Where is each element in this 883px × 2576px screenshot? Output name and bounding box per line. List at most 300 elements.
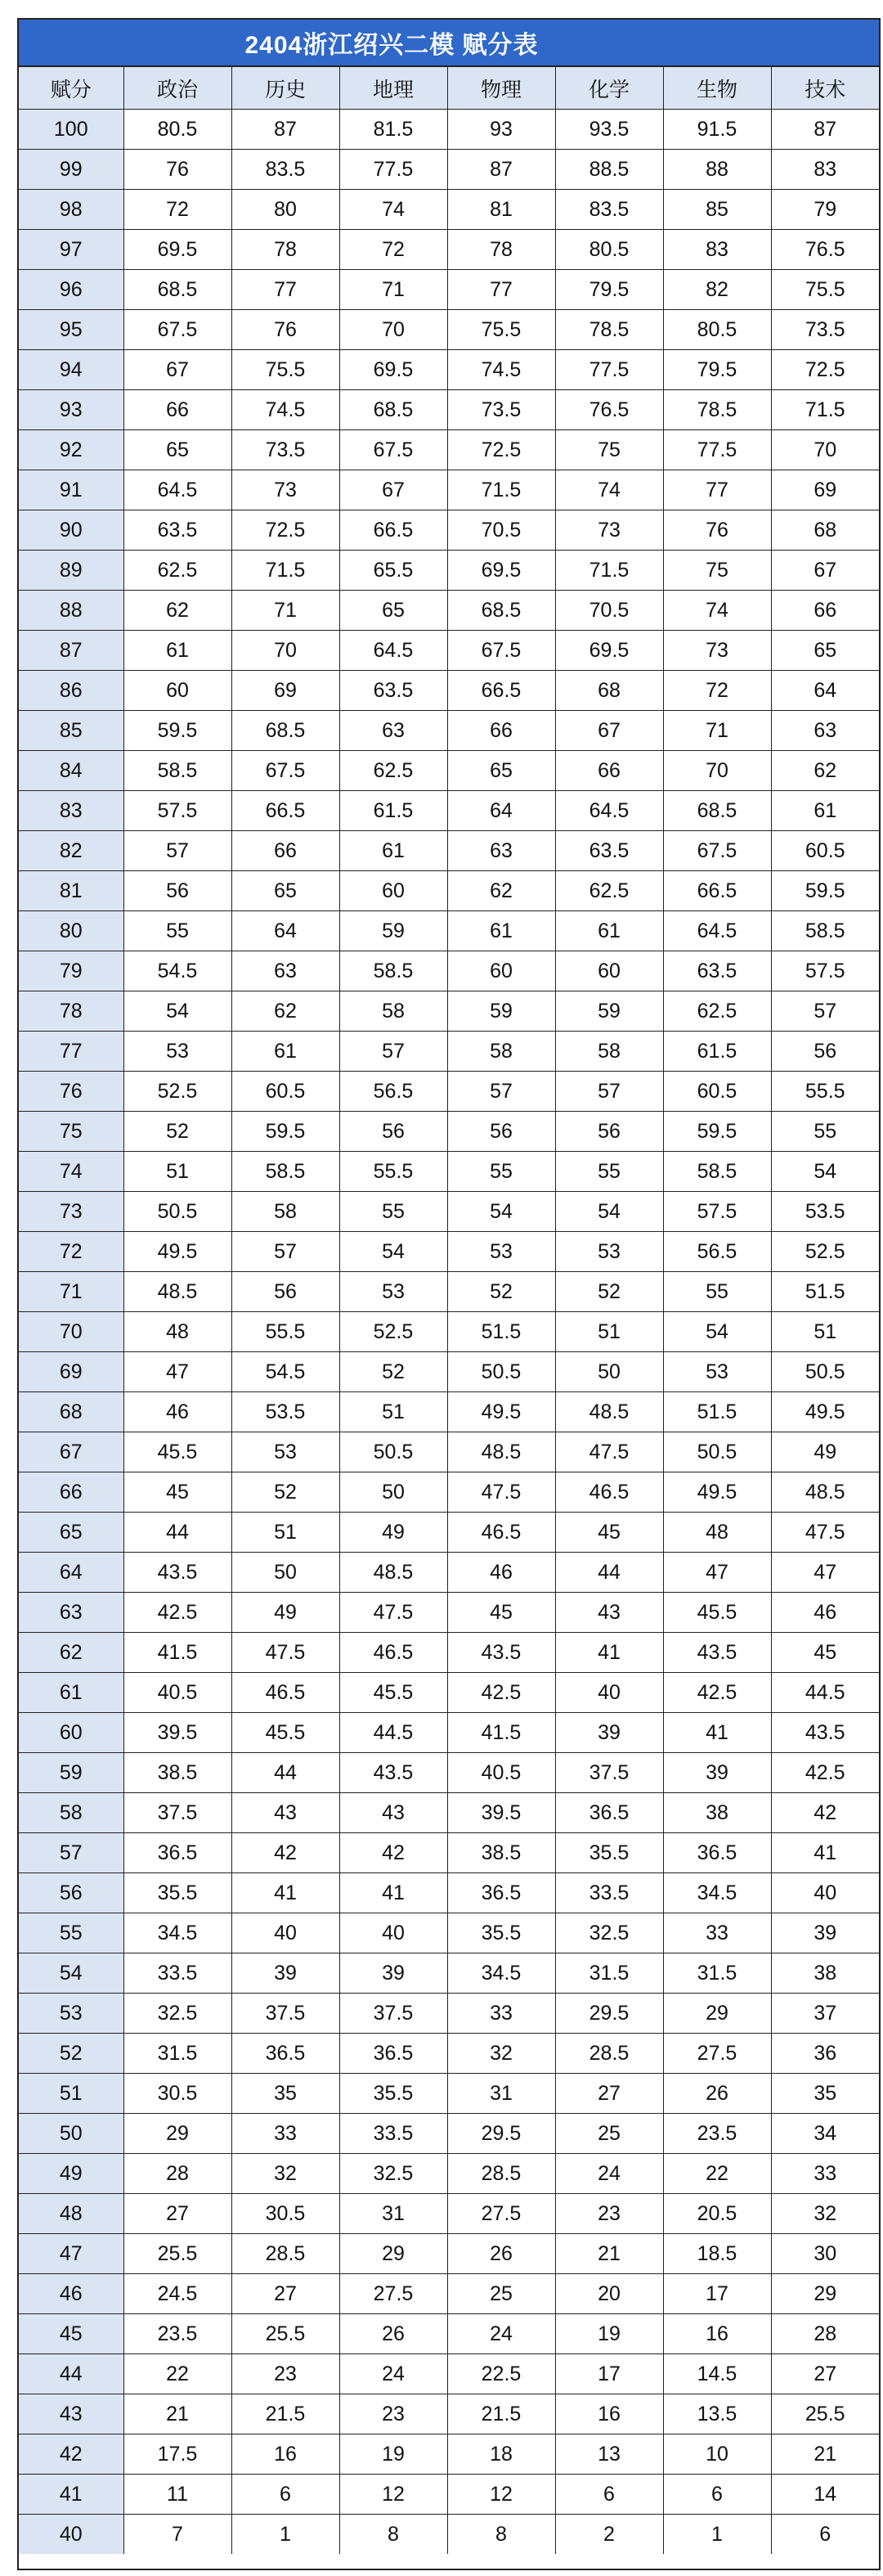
cell-geography: 65.5 [339,551,447,591]
table-row [19,2314,879,2354]
cell-politics: 24.5 [123,2274,231,2314]
cell-history: 57 [231,1232,339,1272]
table-row [19,1913,879,1953]
cell-politics: 21 [123,2394,231,2434]
cell-politics: 80.5 [123,110,231,150]
cell-history: 53.5 [231,1392,339,1432]
cell-biology: 88 [663,150,771,190]
cell-politics: 28 [123,2154,231,2194]
cell-technology: 54 [771,1152,879,1192]
cell-politics: 62 [123,591,231,631]
cell-history: 46.5 [231,1673,339,1713]
cell-chemistry: 77.5 [555,350,663,390]
cell-chemistry: 56 [555,1112,663,1152]
cell-score: 43 [19,2394,123,2434]
cell-chemistry: 24 [555,2154,663,2194]
cell-chemistry: 40 [555,1673,663,1713]
cell-score: 49 [19,2154,123,2194]
cell-physics: 73.5 [447,390,555,430]
table-row [19,631,879,671]
cell-physics: 42.5 [447,1673,555,1713]
table-row [19,1432,879,1472]
cell-politics: 55 [123,911,231,951]
cell-biology: 59.5 [663,1112,771,1152]
cell-geography: 56.5 [339,1072,447,1112]
table-row [19,2394,879,2434]
cell-politics: 50.5 [123,1192,231,1232]
cell-technology: 65 [771,631,879,671]
table-row [19,470,879,510]
cell-geography: 58 [339,991,447,1032]
cell-score: 96 [19,270,123,310]
table-row [19,150,879,190]
cell-geography: 29 [339,2234,447,2274]
cell-politics: 33.5 [123,1953,231,1994]
cell-history: 36.5 [231,2034,339,2074]
cell-history: 41 [231,1873,339,1913]
cell-chemistry: 31.5 [555,1953,663,1994]
cell-biology: 41 [663,1713,771,1753]
cell-score: 45 [19,2314,123,2354]
cell-biology: 47 [663,1553,771,1593]
cell-politics: 37.5 [123,1793,231,1833]
cell-physics: 57 [447,1072,555,1112]
cell-technology: 40 [771,1873,879,1913]
cell-technology: 30 [771,2234,879,2274]
cell-geography: 57 [339,1032,447,1072]
cell-biology: 79.5 [663,350,771,390]
cell-chemistry: 33.5 [555,1873,663,1913]
cell-biology: 77.5 [663,430,771,470]
cell-chemistry: 60 [555,951,663,991]
cell-physics: 66 [447,711,555,751]
cell-technology: 51.5 [771,1272,879,1312]
cell-score: 71 [19,1272,123,1312]
cell-politics: 72 [123,190,231,230]
cell-history: 83.5 [231,150,339,190]
cell-score: 69 [19,1352,123,1392]
cell-technology: 56 [771,1032,879,1072]
cell-politics: 46 [123,1392,231,1432]
cell-technology: 28 [771,2314,879,2354]
cell-chemistry: 79.5 [555,270,663,310]
cell-geography: 59 [339,911,447,951]
cell-score: 100 [19,110,123,150]
cell-technology: 66 [771,591,879,631]
table-row [19,2074,879,2114]
cell-physics: 26 [447,2234,555,2274]
cell-physics: 71.5 [447,470,555,510]
cell-biology: 13.5 [663,2394,771,2434]
cell-score: 75 [19,1112,123,1152]
cell-biology: 6 [663,2475,771,2515]
cell-technology: 38 [771,1953,879,1994]
cell-physics: 67.5 [447,631,555,671]
cell-score: 83 [19,791,123,831]
table-row [19,2114,879,2154]
cell-politics: 29 [123,2114,231,2154]
table-row [19,1833,879,1873]
cell-politics: 53 [123,1032,231,1072]
cell-politics: 27 [123,2194,231,2234]
cell-geography: 23 [339,2394,447,2434]
cell-physics: 59 [447,991,555,1032]
cell-geography: 61 [339,831,447,871]
cell-score: 84 [19,751,123,791]
cell-history: 33 [231,2114,339,2154]
cell-history: 50 [231,1553,339,1593]
table-row [19,1032,879,1072]
table-row [19,2475,879,2515]
cell-biology: 85 [663,190,771,230]
table-row [19,1513,879,1553]
cell-physics: 46 [447,1553,555,1593]
cell-chemistry: 17 [555,2354,663,2394]
cell-biology: 80.5 [663,310,771,350]
cell-biology: 29 [663,1994,771,2034]
cell-physics: 64 [447,791,555,831]
cell-history: 23 [231,2354,339,2394]
cell-history: 28.5 [231,2234,339,2274]
cell-geography: 12 [339,2475,447,2515]
cell-score: 58 [19,1793,123,1833]
cell-geography: 33.5 [339,2114,447,2154]
cell-history: 75.5 [231,350,339,390]
cell-history: 62 [231,991,339,1032]
cell-score: 54 [19,1953,123,1994]
cell-chemistry: 68 [555,671,663,711]
cell-chemistry: 20 [555,2274,663,2314]
cell-chemistry: 93.5 [555,110,663,150]
cell-physics: 68.5 [447,591,555,631]
cell-geography: 66.5 [339,510,447,551]
cell-biology: 68.5 [663,791,771,831]
cell-physics: 93 [447,110,555,150]
cell-history: 54.5 [231,1352,339,1392]
cell-chemistry: 83.5 [555,190,663,230]
cell-history: 58.5 [231,1152,339,1192]
cell-politics: 60 [123,671,231,711]
cell-physics: 28.5 [447,2154,555,2194]
cell-chemistry: 55 [555,1152,663,1192]
cell-chemistry: 44 [555,1553,663,1593]
cell-chemistry: 58 [555,1032,663,1072]
table-row [19,951,879,991]
cell-history: 47.5 [231,1633,339,1673]
cell-chemistry: 51 [555,1312,663,1352]
cell-biology: 74 [663,591,771,631]
cell-history: 45.5 [231,1713,339,1753]
cell-history: 66.5 [231,791,339,831]
cell-history: 64 [231,911,339,951]
cell-history: 37.5 [231,1994,339,2034]
table-row [19,591,879,631]
cell-score: 98 [19,190,123,230]
cell-geography: 44.5 [339,1713,447,1753]
cell-history: 59.5 [231,1112,339,1152]
cell-biology: 64.5 [663,911,771,951]
header-cell-chemistry: 化学 [555,67,663,110]
header-cell-technology: 技术 [771,67,879,110]
cell-chemistry: 62.5 [555,871,663,911]
cell-chemistry: 35.5 [555,1833,663,1873]
cell-physics: 69.5 [447,551,555,591]
table-row [19,310,879,350]
table-row [19,1192,879,1232]
table-row [19,1152,879,1192]
cell-politics: 30.5 [123,2074,231,2114]
cell-biology: 66.5 [663,871,771,911]
cell-politics: 66 [123,390,231,430]
cell-physics: 35.5 [447,1913,555,1953]
cell-score: 51 [19,2074,123,2114]
cell-geography: 26 [339,2314,447,2354]
cell-score: 92 [19,430,123,470]
cell-politics: 48.5 [123,1272,231,1312]
cell-biology: 17 [663,2274,771,2314]
cell-politics: 31.5 [123,2034,231,2074]
cell-history: 30.5 [231,2194,339,2234]
cell-score: 81 [19,871,123,911]
score-conversion-sheet [17,18,881,2570]
table-row [19,190,879,230]
cell-geography: 72 [339,230,447,270]
cell-physics: 47.5 [447,1472,555,1513]
cell-score: 94 [19,350,123,390]
cell-physics: 60 [447,951,555,991]
cell-score: 73 [19,1192,123,1232]
cell-politics: 64.5 [123,470,231,510]
cell-chemistry: 63.5 [555,831,663,871]
cell-politics: 54.5 [123,951,231,991]
cell-score: 68 [19,1392,123,1432]
cell-chemistry: 46.5 [555,1472,663,1513]
cell-score: 41 [19,2475,123,2515]
cell-physics: 72.5 [447,430,555,470]
cell-score: 79 [19,951,123,991]
cell-technology: 39 [771,1913,879,1953]
cell-physics: 34.5 [447,1953,555,1994]
cell-technology: 49 [771,1432,879,1472]
cell-chemistry: 16 [555,2394,663,2434]
cell-technology: 75.5 [771,270,879,310]
cell-physics: 51.5 [447,1312,555,1352]
cell-politics: 38.5 [123,1753,231,1793]
cell-technology: 83 [771,150,879,190]
cell-technology: 68 [771,510,879,551]
cell-geography: 32.5 [339,2154,447,2194]
cell-history: 1 [231,2515,339,2555]
cell-physics: 81 [447,190,555,230]
cell-history: 73 [231,470,339,510]
cell-score: 97 [19,230,123,270]
cell-chemistry: 21 [555,2234,663,2274]
cell-politics: 7 [123,2515,231,2555]
cell-chemistry: 61 [555,911,663,951]
cell-technology: 37 [771,1994,879,2034]
cell-geography: 43.5 [339,1753,447,1793]
cell-politics: 65 [123,430,231,470]
table-row [19,1593,879,1633]
cell-geography: 54 [339,1232,447,1272]
cell-biology: 33 [663,1913,771,1953]
cell-biology: 56.5 [663,1232,771,1272]
cell-geography: 81.5 [339,110,447,150]
cell-technology: 53.5 [771,1192,879,1232]
cell-geography: 35.5 [339,2074,447,2114]
cell-geography: 67 [339,470,447,510]
cell-geography: 40 [339,1913,447,1953]
cell-geography: 43 [339,1793,447,1833]
cell-history: 69 [231,671,339,711]
cell-history: 40 [231,1913,339,1953]
table-row [19,671,879,711]
table-row [19,991,879,1032]
cell-politics: 58.5 [123,751,231,791]
cell-physics: 38.5 [447,1833,555,1873]
cell-score: 78 [19,991,123,1032]
cell-history: 61 [231,1032,339,1072]
cell-biology: 26 [663,2074,771,2114]
cell-score: 91 [19,470,123,510]
cell-politics: 40.5 [123,1673,231,1713]
cell-politics: 43.5 [123,1553,231,1593]
cell-biology: 67.5 [663,831,771,871]
cell-geography: 65 [339,591,447,631]
table-row [19,911,879,951]
table-row [19,430,879,470]
cell-score: 63 [19,1593,123,1633]
cell-biology: 14.5 [663,2354,771,2394]
cell-physics: 46.5 [447,1513,555,1553]
cell-geography: 51 [339,1392,447,1432]
cell-biology: 78.5 [663,390,771,430]
cell-history: 25.5 [231,2314,339,2354]
table-row [19,1873,879,1913]
cell-geography: 37.5 [339,1994,447,2034]
cell-technology: 62 [771,751,879,791]
cell-history: 51 [231,1513,339,1553]
cell-score: 87 [19,631,123,671]
cell-biology: 38 [663,1793,771,1833]
cell-geography: 19 [339,2434,447,2475]
table-row [19,831,879,871]
cell-score: 53 [19,1994,123,2034]
table-row [19,2154,879,2194]
table-row [19,1553,879,1593]
cell-technology: 34 [771,2114,879,2154]
table-row [19,1994,879,2034]
cell-biology: 72 [663,671,771,711]
cell-score: 86 [19,671,123,711]
cell-technology: 32 [771,2194,879,2234]
cell-politics: 56 [123,871,231,911]
cell-technology: 69 [771,470,879,510]
table-row [19,2434,879,2475]
cell-technology: 25.5 [771,2394,879,2434]
cell-physics: 36.5 [447,1873,555,1913]
cell-score: 56 [19,1873,123,1913]
cell-history: 39 [231,1953,339,1994]
cell-physics: 62 [447,871,555,911]
cell-history: 35 [231,2074,339,2114]
cell-technology: 35 [771,2074,879,2114]
cell-technology: 73.5 [771,310,879,350]
cell-chemistry: 67 [555,711,663,751]
header-cell-physics: 物理 [447,67,555,110]
cell-chemistry: 36.5 [555,1793,663,1833]
cell-history: 78 [231,230,339,270]
cell-technology: 42.5 [771,1753,879,1793]
cell-politics: 61 [123,631,231,671]
cell-physics: 32 [447,2034,555,2074]
cell-score: 72 [19,1232,123,1272]
cell-physics: 12 [447,2475,555,2515]
cell-physics: 8 [447,2515,555,2555]
cell-politics: 51 [123,1152,231,1192]
cell-geography: 50 [339,1472,447,1513]
cell-score: 59 [19,1753,123,1793]
cell-physics: 58 [447,1032,555,1072]
cell-history: 65 [231,871,339,911]
cell-politics: 45 [123,1472,231,1513]
cell-history: 53 [231,1432,339,1472]
cell-biology: 77 [663,470,771,510]
cell-history: 16 [231,2434,339,2475]
cell-score: 60 [19,1713,123,1753]
score-table [19,67,879,2554]
cell-geography: 49 [339,1513,447,1553]
cell-technology: 50.5 [771,1352,879,1392]
cell-score: 62 [19,1633,123,1673]
cell-biology: 60.5 [663,1072,771,1112]
cell-physics: 21.5 [447,2394,555,2434]
cell-geography: 55.5 [339,1152,447,1192]
cell-technology: 71.5 [771,390,879,430]
cell-physics: 49.5 [447,1392,555,1432]
cell-technology: 76.5 [771,230,879,270]
cell-physics: 45 [447,1593,555,1633]
cell-biology: 54 [663,1312,771,1352]
cell-physics: 52 [447,1272,555,1312]
cell-score: 67 [19,1432,123,1472]
cell-chemistry: 80.5 [555,230,663,270]
cell-politics: 57.5 [123,791,231,831]
cell-politics: 57 [123,831,231,871]
cell-physics: 56 [447,1112,555,1152]
cell-politics: 44 [123,1513,231,1553]
cell-geography: 71 [339,270,447,310]
table-row [19,510,879,551]
cell-technology: 55.5 [771,1072,879,1112]
cell-politics: 76 [123,150,231,190]
cell-score: 85 [19,711,123,751]
cell-technology: 57.5 [771,951,879,991]
cell-technology: 47.5 [771,1513,879,1553]
cell-biology: 36.5 [663,1833,771,1873]
table-row [19,350,879,390]
cell-politics: 36.5 [123,1833,231,1873]
cell-geography: 42 [339,1833,447,1873]
cell-score: 99 [19,150,123,190]
cell-score: 64 [19,1553,123,1593]
cell-politics: 23.5 [123,2314,231,2354]
cell-history: 71.5 [231,551,339,591]
cell-geography: 46.5 [339,1633,447,1673]
cell-score: 76 [19,1072,123,1112]
cell-chemistry: 74 [555,470,663,510]
cell-score: 40 [19,2515,123,2555]
